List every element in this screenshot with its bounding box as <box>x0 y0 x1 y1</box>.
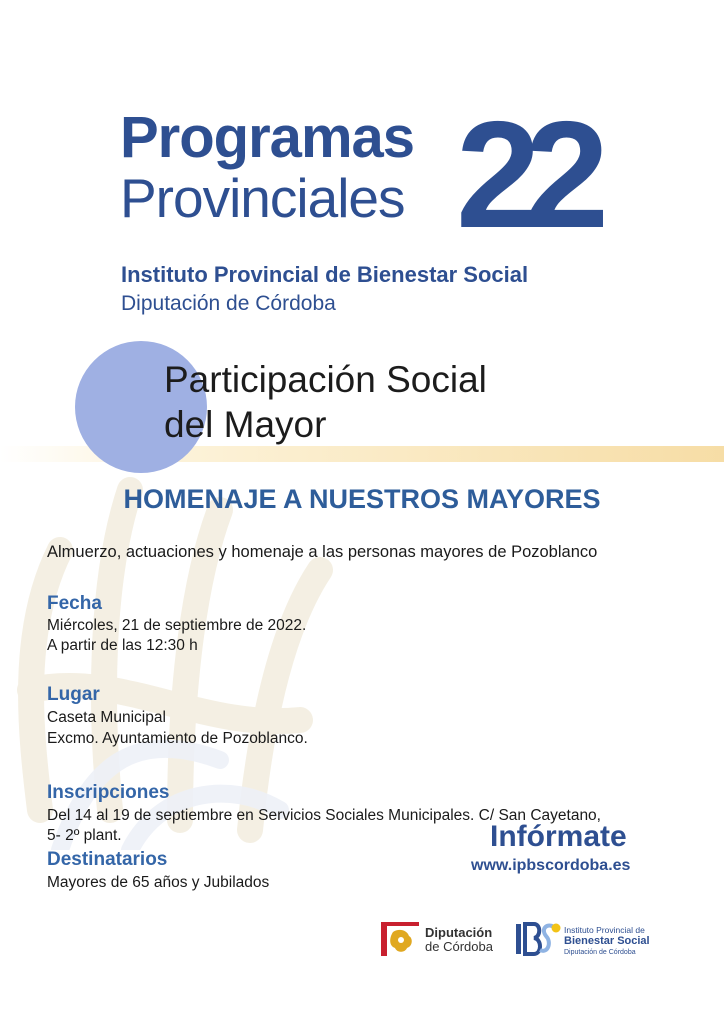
lugar-label: Lugar <box>47 684 100 705</box>
inscripciones-line2: 5- 2º plant. <box>47 827 122 844</box>
program-title-line2: del Mayor <box>164 404 327 445</box>
ipbs-emblem-icon <box>514 920 562 958</box>
informate-heading: Infórmate <box>490 820 627 853</box>
fecha-label: Fecha <box>47 593 102 614</box>
website-link[interactable]: www.ipbscordoba.es <box>471 857 631 874</box>
event-headline: HOMENAJE A NUESTROS MAYORES <box>123 484 601 514</box>
logo-diputacion-line2: de Córdoba <box>425 939 493 954</box>
fecha-line2: A partir de las 12:30 h <box>47 637 198 654</box>
lugar-line2: Excmo. Ayuntamiento de Pozoblanco. <box>47 730 308 747</box>
diputacion-logo <box>379 920 505 958</box>
logo-ipbs-line2: Bienestar Social <box>564 935 650 947</box>
destinatarios-text: Mayores de 65 años y Jubilados <box>47 874 270 891</box>
institute-name: Instituto Provincial de Bienestar Social <box>121 262 529 287</box>
year-number: 22 <box>456 90 594 260</box>
ipbs-logo <box>514 920 650 958</box>
logo-ipbs-line3: Diputación de Córdoba <box>564 949 636 956</box>
inscripciones-line1: Del 14 al 19 de septiembre en Servicios Sociales Municipales. C/ San Cayetano, <box>47 807 601 824</box>
lugar-line1: Caseta Municipal <box>47 709 166 726</box>
diputacion-emblem-icon <box>379 920 421 958</box>
logo-diputacion-line1: Diputación <box>425 925 493 940</box>
fecha-line1: Miércoles, 21 de septiembre de 2022. <box>47 617 307 634</box>
diputacion-name: Diputación de Córdoba <box>121 292 336 315</box>
title-programas: Programas <box>120 105 415 170</box>
title-provinciales: Provinciales <box>120 167 405 229</box>
destinatarios-label: Destinatarios <box>47 849 168 870</box>
inscripciones-label: Inscripciones <box>47 782 170 803</box>
logo-ipbs-line1: Instituto Provincial de <box>564 925 645 935</box>
program-title-line1: Participación Social <box>164 359 487 400</box>
event-description: Almuerzo, actuaciones y homenaje a las personas mayores de Pozoblanco <box>47 543 598 561</box>
